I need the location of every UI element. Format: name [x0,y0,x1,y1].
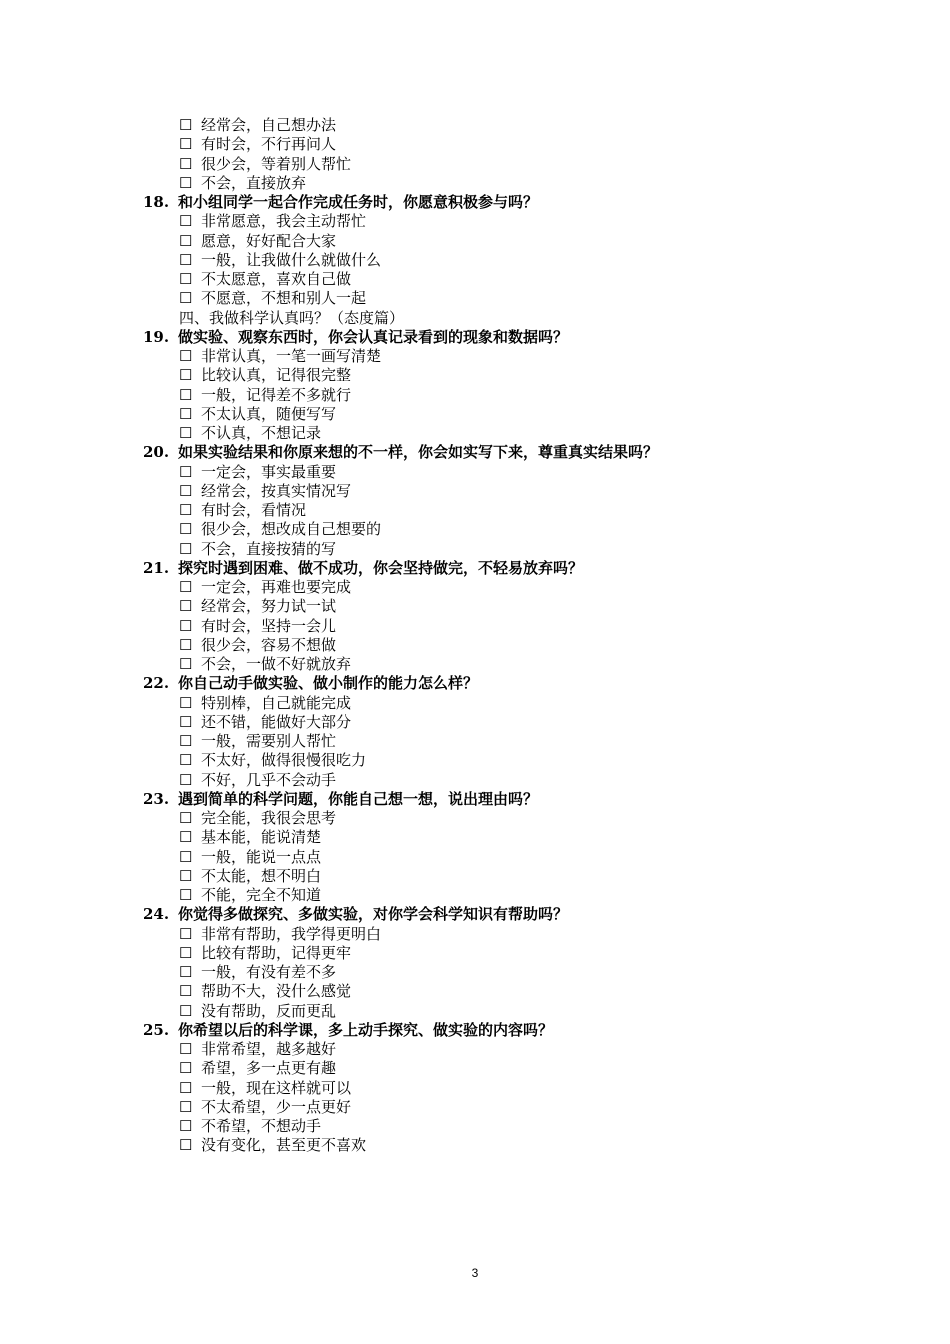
answer-option [0,116,950,135]
answer-option [0,828,950,847]
checkbox-icon[interactable]: ☐ [179,520,193,539]
checkbox-icon[interactable]: ☐ [179,866,193,885]
checkbox-icon[interactable]: ☐ [179,539,193,558]
answer-option [0,1079,950,1098]
question [0,790,950,809]
answer-option [0,694,950,713]
option-label: 没有变化，甚至更不喜欢 [201,1136,367,1155]
checkbox-icon[interactable]: ☐ [179,597,193,616]
checkbox-icon[interactable]: ☐ [179,1040,193,1058]
checkbox-icon[interactable]: ☐ [179,616,193,635]
answer-option [0,1040,950,1059]
checkbox-icon[interactable]: ☐ [179,828,193,847]
option-label: 不太希望，少一点更好 [201,1097,352,1116]
question-text: 你觉得多做探究、多做实验，对你学会科学知识有帮助吗？ [178,905,569,924]
option-label: 不认真，不想记录 [201,424,322,442]
question-text: 你自己动手做实验、做小制作的能力怎么样？ [178,674,479,693]
checkbox-icon[interactable]: ☐ [179,289,193,308]
question [0,674,950,693]
answer-option [0,982,950,1001]
checkbox-icon[interactable]: ☐ [179,924,193,943]
checkbox-icon[interactable]: ☐ [179,943,193,962]
checkbox-icon[interactable]: ☐ [179,635,193,654]
option-label: 一般，记得差不多就行 [201,385,352,404]
answer-option [0,732,950,751]
option-label: 比较认真，记得很完整 [201,366,352,385]
checkbox-icon[interactable]: ☐ [179,770,193,789]
option-label: 完全能，我很会思考 [201,809,337,827]
option-label: 有时会，看情况 [201,501,307,519]
answer-option [0,655,950,674]
checkbox-icon[interactable]: ☐ [179,751,193,770]
checkbox-icon[interactable]: ☐ [179,1001,193,1020]
checkbox-icon[interactable]: ☐ [179,231,193,250]
option-label: 一般，有没有差不多 [201,963,337,981]
option-label: 不希望，不想动手 [201,1117,322,1135]
answer-option [0,1117,950,1136]
checkbox-icon[interactable]: ☐ [179,366,193,385]
checkbox-icon[interactable]: ☐ [179,1136,193,1155]
option-label: 不太愿意，喜欢自己做 [201,270,352,288]
option-label: 很少会，等着别人帮忙 [201,154,352,173]
option-label: 一般，让我做什么就做什么 [201,250,382,269]
option-label: 愿意，好好配合大家 [201,231,337,250]
question-number: 21. [143,558,170,577]
question-text: 如果实验结果和你原来想的不一样，你会如实写下来，尊重真实结果吗？ [178,443,659,462]
option-label: 经常会，努力试一试 [201,597,337,616]
checkbox-icon[interactable]: ☐ [179,847,193,866]
checkbox-icon[interactable]: ☐ [179,424,193,442]
answer-option [0,713,950,732]
answer-option [0,1002,950,1021]
option-label: 非常愿意，我会主动帮忙 [201,212,367,231]
answer-option [0,270,950,289]
answer-option [0,520,950,539]
answer-option [0,963,950,982]
option-label: 非常希望，越多越好 [201,1040,337,1058]
answer-option [0,809,950,828]
checkbox-icon[interactable]: ☐ [179,501,193,519]
answer-option [0,578,950,597]
answer-option [0,424,950,443]
section-heading: 四、我做科学认真吗？（态度篇） [179,308,405,327]
checkbox-icon[interactable]: ☐ [179,385,193,404]
question-number: 23. [143,789,170,808]
answer-option [0,212,950,231]
answer-option [0,463,950,482]
answer-option [0,540,950,559]
option-label: 非常认真，一笔一画写清楚 [201,347,382,365]
checkbox-icon[interactable]: ☐ [179,809,193,827]
option-label: 一定会，再难也要完成 [201,578,352,596]
option-label: 很少会，想改成自己想要的 [201,520,382,539]
checkbox-icon[interactable]: ☐ [179,154,193,173]
question-text: 做实验、观察东西时，你会认真记录看到的现象和数据吗？ [178,327,569,346]
answer-option [0,1059,950,1078]
checkbox-icon[interactable]: ☐ [179,116,193,134]
answer-option [0,944,950,963]
questionnaire-body [0,116,950,1156]
checkbox-icon[interactable]: ☐ [179,963,193,981]
option-label: 经常会，按真实情况写 [201,481,352,500]
answer-option [0,636,950,655]
option-label: 特别棒，自己就能完成 [201,693,352,712]
option-label: 没有帮助，反而更乱 [201,1001,337,1020]
option-label: 有时会，坚持一会儿 [201,616,337,635]
option-label: 有时会，不行再问人 [201,135,337,154]
question-text: 探究时遇到困难、做不成功，你会坚持做完，不轻易放弃吗？ [178,558,584,577]
answer-option [0,1098,950,1117]
checkbox-icon[interactable]: ☐ [179,693,193,712]
question-number: 25. [143,1020,170,1039]
question-number: 19. [143,327,170,346]
page-number: 3 [471,1266,479,1280]
option-label: 比较有帮助，记得更牢 [201,943,352,962]
question [0,328,950,347]
option-label: 不好，几乎不会动手 [201,770,337,789]
checkbox-icon[interactable]: ☐ [179,1059,193,1078]
question-number: 18. [143,193,170,211]
option-label: 不会，一做不好就放弃 [201,655,352,673]
question-number: 24. [143,905,170,924]
answer-option [0,771,950,790]
question [0,905,950,924]
checkbox-icon[interactable]: ☐ [179,712,193,731]
answer-option [0,347,950,366]
checkbox-icon[interactable]: ☐ [179,1097,193,1116]
answer-option [0,135,950,154]
option-label: 很少会，容易不想做 [201,635,337,654]
question-text: 你希望以后的科学课，多上动手探究、做实验的内容吗？ [178,1020,554,1039]
question [0,559,950,578]
checkbox-icon[interactable]: ☐ [179,250,193,269]
option-label: 一般，需要别人帮忙 [201,732,337,750]
question-number: 22. [143,674,170,693]
checkbox-icon[interactable]: ☐ [179,462,193,481]
option-label: 不太认真，随便写写 [201,404,337,423]
option-label: 一定会，事实最重要 [201,462,337,481]
checkbox-icon[interactable]: ☐ [179,135,193,154]
option-label: 还不错，能做好大部分 [201,712,352,731]
checkbox-icon[interactable]: ☐ [179,886,193,904]
answer-option [0,501,950,520]
answer-option [0,617,950,636]
checkbox-icon[interactable]: ☐ [179,212,193,231]
answer-option [0,251,950,270]
answer-option [0,751,950,770]
checkbox-icon[interactable]: ☐ [179,655,193,673]
option-label: 不太能，想不明白 [201,866,322,885]
question [0,193,950,212]
checkbox-icon[interactable]: ☐ [179,578,193,596]
question-text: 遇到简单的科学问题，你能自己想一想，说出理由吗？ [178,789,539,808]
answer-option [0,597,950,616]
answer-option [0,289,950,308]
option-label: 经常会，自己想办法 [201,116,337,134]
answer-option [0,386,950,405]
checkbox-icon[interactable]: ☐ [179,1078,193,1097]
answer-option [0,155,950,174]
answer-option [0,925,950,944]
checkbox-icon[interactable]: ☐ [179,481,193,500]
option-label: 帮助不大，没什么感觉 [201,982,352,1001]
option-label: 不太好，做得很慢很吃力 [201,751,367,770]
answer-option [0,1136,950,1155]
checkbox-icon[interactable]: ☐ [179,347,193,365]
answer-option [0,482,950,501]
answer-option [0,232,950,251]
checkbox-icon[interactable]: ☐ [179,982,193,1001]
option-label: 不愿意，不想和别人一起 [201,289,367,308]
option-label: 一般，现在这样就可以 [201,1078,352,1097]
checkbox-icon[interactable]: ☐ [179,732,193,750]
option-label: 不会，直接放弃 [201,173,307,192]
option-label: 非常有帮助，我学得更明白 [201,924,382,943]
answer-option [0,366,950,385]
answer-option [0,405,950,424]
option-label: 不能，完全不知道 [201,886,322,904]
option-label: 希望，多一点更有趣 [201,1059,337,1078]
question [0,1021,950,1040]
answer-option [0,886,950,905]
checkbox-icon[interactable]: ☐ [179,173,193,192]
option-label: 基本能，能说清楚 [201,828,322,847]
checkbox-icon[interactable]: ☐ [179,270,193,288]
question [0,443,950,462]
answer-option [0,848,950,867]
question-number: 20. [143,443,170,462]
question-text: 和小组同学一起合作完成任务时，你愿意积极参与吗？ [178,193,539,211]
answer-option [0,867,950,886]
answer-option [0,174,950,193]
checkbox-icon[interactable]: ☐ [179,404,193,423]
option-label: 不会，直接按猜的写 [201,539,337,558]
option-label: 一般，能说一点点 [201,847,322,866]
checkbox-icon[interactable]: ☐ [179,1117,193,1135]
